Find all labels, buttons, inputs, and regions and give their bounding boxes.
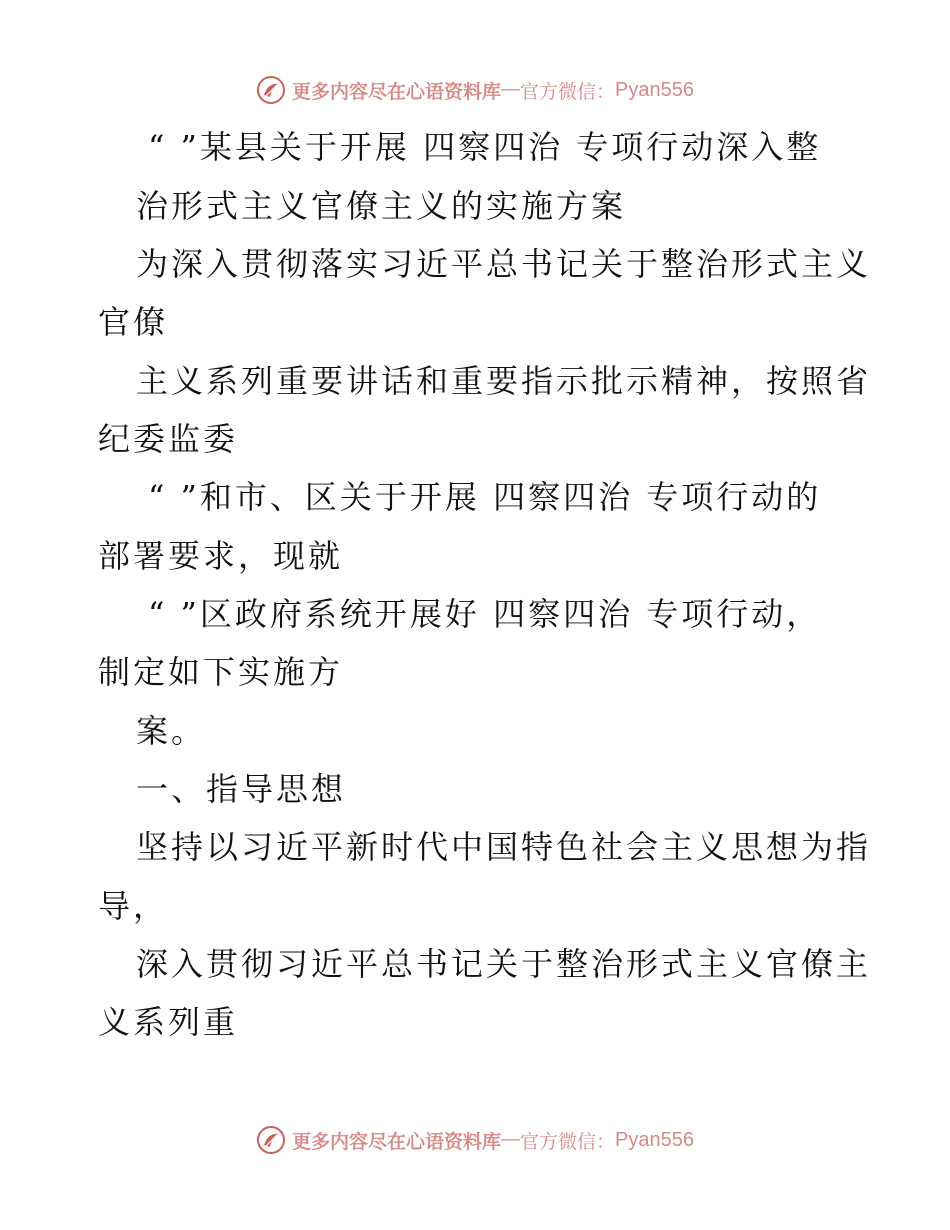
doc-title-line-1: “ ”某县关于开展 四察四治 专项行动深入整 (148, 128, 822, 166)
watermark-brand: 更多内容尽在心语资料库 (292, 1130, 502, 1153)
watermark-wechat-id: Pyan556 (615, 78, 694, 101)
logo-icon (256, 75, 286, 105)
watermark-wechat-id: Pyan556 (615, 1128, 694, 1151)
watermark-suffix: 官方微信： (520, 1130, 616, 1153)
doc-line: 制定如下实施方 (98, 653, 344, 691)
watermark-suffix: 官方微信： (520, 80, 616, 103)
doc-line: “ ”和市、区关于开展 四察四治 专项行动的 (148, 478, 822, 516)
watermark-dash: — (501, 1129, 521, 1150)
doc-line: 导， (98, 887, 169, 925)
watermark-brand: 更多内容尽在心语资料库 (292, 80, 502, 103)
doc-line: “ ”区政府系统开展好 四察四治 专项行动， (148, 595, 822, 633)
watermark-banner-top (0, 70, 950, 110)
doc-line: 主义系列重要讲话和重要指示批示精神，按照省 (136, 362, 872, 400)
doc-line: 坚持以习近平新时代中国特色社会主义思想为指 (136, 828, 872, 866)
logo-icon (256, 1125, 286, 1155)
doc-line: 深入贯彻习近平总书记关于整治形式主义官僚主 (136, 945, 872, 983)
doc-line: 官僚 (98, 303, 169, 341)
doc-line: 部署要求，现就 (98, 537, 344, 575)
doc-line: 纪委监委 (98, 420, 239, 458)
doc-line: 为深入贯彻落实习近平总书记关于整治形式主义 (136, 245, 872, 283)
watermark-banner-bottom (0, 1120, 950, 1160)
watermark-dash: — (501, 79, 521, 100)
doc-line: 案。 (136, 712, 207, 750)
doc-title-line-2: 治形式主义官僚主义的实施方案 (136, 187, 627, 225)
doc-line: 义系列重 (98, 1003, 239, 1041)
doc-section-heading: 一、指导思想 (136, 770, 347, 808)
